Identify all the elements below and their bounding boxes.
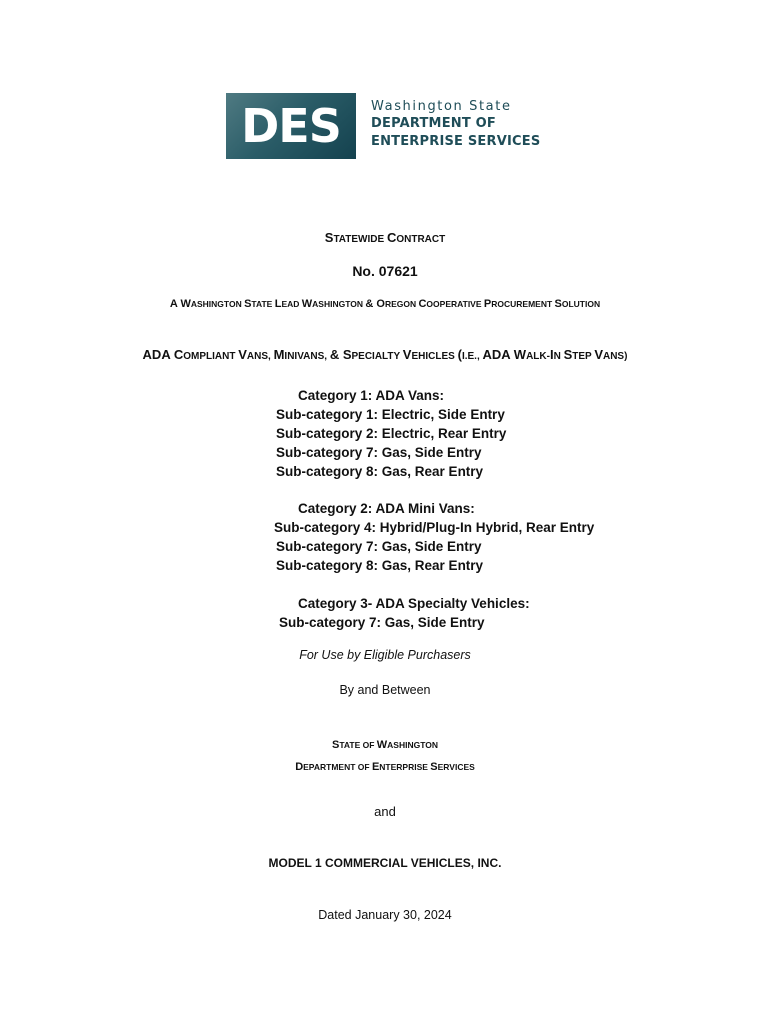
ada-text: ( [457,347,462,362]
heading-letter: S [324,230,334,245]
lead-text: S [554,298,562,310]
ada-text: ADA C [142,347,184,362]
ada-text: V [594,347,603,362]
category-1-sub-8: Sub-category 8: Gas, Rear Entry [276,464,484,479]
ada-text: OMPLIANT [183,351,239,362]
lead-text: S [244,298,252,310]
eligible-purchasers-note: For Use by Eligible Purchasers [299,648,471,662]
contract-number: No. 07621 [352,263,418,279]
dated-line: Dated January 30, 2024 [318,908,452,922]
category-2-sub-7: Sub-category 7: Gas, Side Entry [276,539,482,554]
dept-text: NTERPRISE [379,762,431,772]
dept-text: E [371,761,380,773]
department-of-enterprise-services [0,759,770,775]
lead-text: C [418,298,427,310]
dept-text: EPARTMENT OF [303,762,372,772]
by-and-between: By and Between [339,683,431,697]
ada-text: I.E., [461,351,483,362]
lead-text: EAD [281,299,302,309]
ada-text: M [273,347,285,362]
ada-text: PECIALTY [351,351,403,362]
heading-smallcaps: ONTRACT [396,234,446,245]
state-text: TATE OF [339,740,377,750]
category-1-sub-2: Sub-category 2: Electric, Rear Entry [276,426,507,441]
lead-text: OOPERATIVE [426,299,484,309]
ada-text: ADA W [482,347,527,362]
lead-text: ASHINGTON [312,299,366,309]
ada-text: ALK- [526,351,550,362]
des-logo-mark: DES [241,99,341,153]
ada-text: V [238,347,247,362]
heading-letter: C [386,230,397,245]
lead-text: W [301,298,313,310]
des-logo-mark-box [226,93,356,159]
lead-text: L [274,298,282,310]
logo-line-washington-state: Washington State [371,99,512,114]
logo-line-department-of: DEPARTMENT OF [371,116,496,131]
cooperative-solution-line [0,298,770,310]
ada-text: INIVANS, [284,351,330,362]
dept-text: ERVICES [437,762,475,772]
ada-text: ANS) [602,351,628,362]
ada-text: V [402,347,412,362]
logo-line-enterprise-services: ENTERPRISE SERVICES [371,134,541,149]
ada-text: S [563,347,573,362]
category-2-sub-4: Sub-category 4: Hybrid/Plug-In Hybrid, Rear Entry [274,520,595,535]
category-1-title: Category 1: ADA Vans: [298,388,445,403]
ada-vehicles-title [0,347,770,362]
lead-text: P [483,298,492,310]
dept-text: D [295,761,304,773]
category-3-title: Category 3- ADA Specialty Vehicles: [298,596,530,611]
lead-text: TATE [251,299,275,309]
lead-text: ASHINGTON [190,299,245,309]
ada-text: EHICLES [411,351,458,362]
state-department-block [0,737,770,775]
ada-text: N [553,351,564,362]
ada-text: TEP [572,351,595,362]
category-1-sub-7: Sub-category 7: Gas, Side Entry [276,445,482,460]
state-text: S [331,739,340,751]
ada-text: ANS, [246,351,274,362]
lead-text: & O [365,298,385,310]
lead-text: OLUTION [561,299,601,309]
heading-smallcaps: TATEWIDE [333,234,387,245]
category-2-sub-8: Sub-category 8: Gas, Rear Entry [276,558,484,573]
state-text: ASHINGTON [387,740,439,750]
state-of-washington [0,737,770,753]
lead-text: REGON [384,299,419,309]
des-logo-wordmark [371,99,540,151]
vendor-name: MODEL 1 COMMERCIAL VEHICLES, INC. [268,856,502,870]
des-logo [226,93,546,161]
ada-text: I [549,347,554,362]
dept-text: S [430,761,438,773]
category-3-sub-7: Sub-category 7: Gas, Side Entry [279,615,485,630]
and-text: and [374,804,396,819]
statewide-contract-heading [0,230,770,245]
state-text: W [376,739,388,751]
category-1-sub-1: Sub-category 1: Electric, Side Entry [276,407,505,422]
lead-text: A W [169,298,191,310]
lead-text: ROCUREMENT [491,299,555,309]
ada-text: & S [329,347,352,362]
category-2-title: Category 2: ADA Mini Vans: [298,501,475,516]
